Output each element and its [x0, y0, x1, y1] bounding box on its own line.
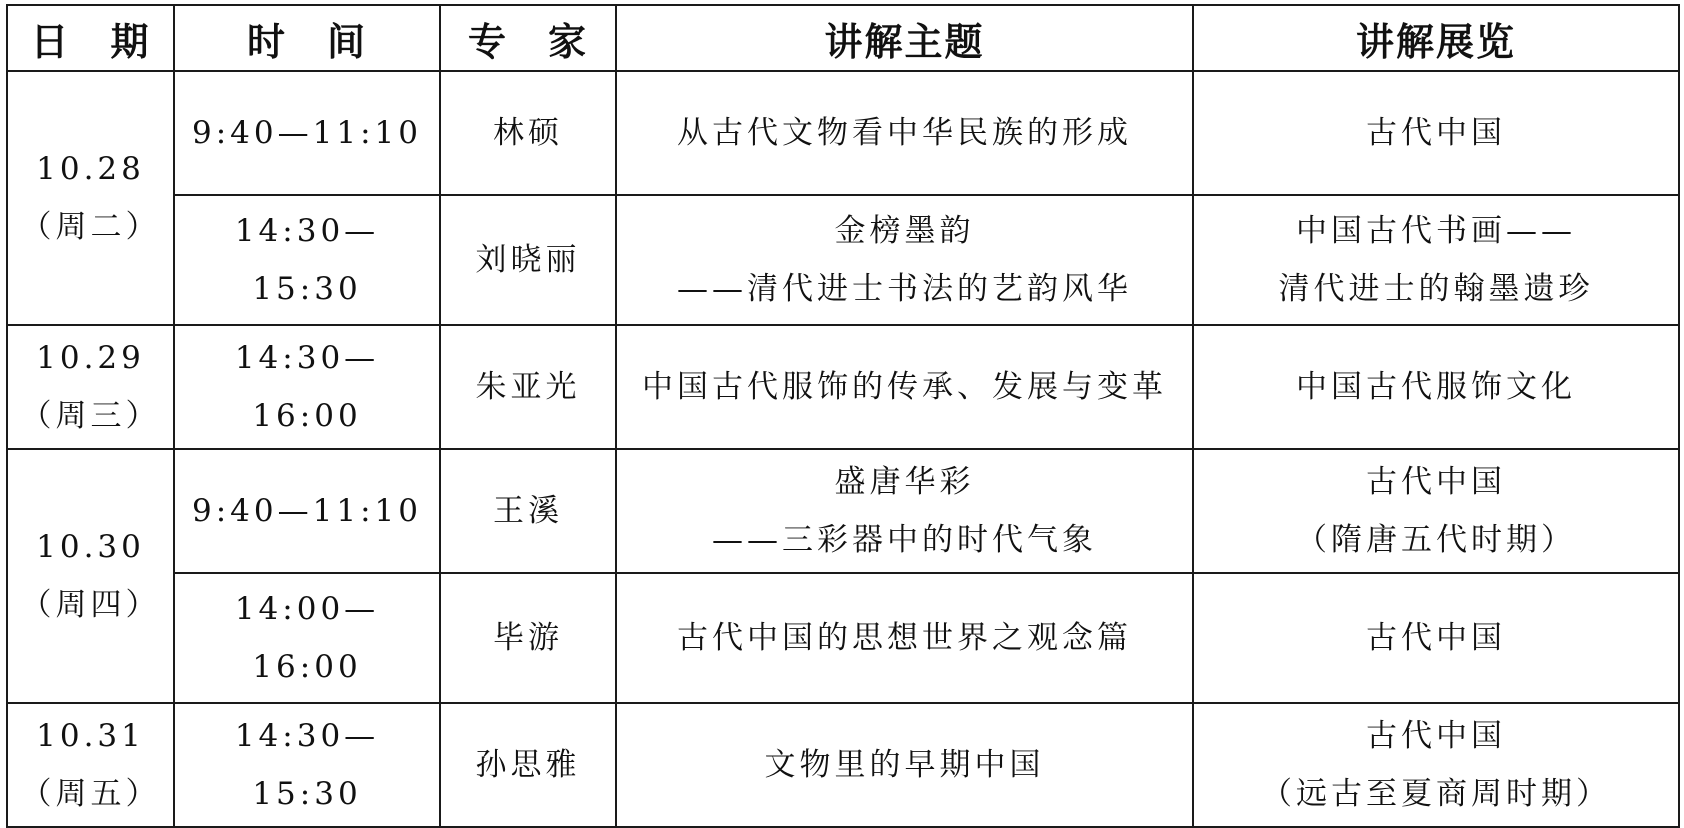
- topic-cell: [616, 195, 1193, 325]
- exhibition-cell: [1193, 449, 1679, 573]
- exhibition-line: 古代中国: [1366, 464, 1506, 500]
- header-exhibition: 讲解展览: [1193, 5, 1679, 71]
- exhibition-line: 中国古代服饰文化: [1296, 369, 1576, 405]
- topic-line: 从古代文物看中华民族的形成: [677, 115, 1132, 151]
- exhibition-line: 中国古代书画——: [1296, 213, 1576, 249]
- exhibition-subline: （远古至夏商周时期）: [1261, 776, 1611, 812]
- time-cell: 9:40—11:10: [174, 449, 440, 573]
- exhibition-cell: [1193, 195, 1679, 325]
- lecture-schedule-table: [6, 4, 1680, 828]
- table-row: [7, 195, 1679, 325]
- date-weekday: （周二）: [20, 209, 161, 245]
- topic-cell: [616, 325, 1193, 449]
- table-row: [7, 703, 1679, 827]
- exhibition-cell: [1193, 573, 1679, 703]
- topic-cell: [616, 449, 1193, 573]
- header-topic: 讲解主题: [616, 5, 1193, 71]
- table-row: [7, 325, 1679, 449]
- time-cell: 14:30—16:00: [174, 325, 440, 449]
- date-weekday: （周五）: [20, 776, 161, 812]
- exhibition-cell: [1193, 703, 1679, 827]
- time-cell: 14:30—15:30: [174, 195, 440, 325]
- expert-cell: 毕游: [440, 573, 616, 703]
- date-day: 10.31: [36, 718, 145, 754]
- date-day: 10.29: [36, 340, 145, 376]
- exhibition-line: 古代中国: [1366, 115, 1506, 151]
- expert-cell: 林硕: [440, 71, 616, 195]
- date-cell: [7, 71, 174, 325]
- date-day: 10.30: [36, 529, 145, 565]
- exhibition-cell: [1193, 71, 1679, 195]
- date-cell: [7, 703, 174, 827]
- exhibition-line: 古代中国: [1366, 620, 1506, 656]
- topic-line: 金榜墨韵: [834, 213, 975, 249]
- header-time: 时 间: [174, 5, 440, 71]
- header-date: 日 期: [7, 5, 174, 71]
- exhibition-subline: 清代进士的翰墨遗珍: [1278, 271, 1594, 307]
- topic-cell: [616, 703, 1193, 827]
- expert-cell: 王溪: [440, 449, 616, 573]
- date-weekday: （周四）: [20, 587, 161, 623]
- exhibition-cell: [1193, 325, 1679, 449]
- topic-line: 古代中国的思想世界之观念篇: [677, 620, 1132, 656]
- time-cell: 9:40—11:10: [174, 71, 440, 195]
- date-cell: [7, 325, 174, 449]
- topic-line: 盛唐华彩: [834, 464, 975, 500]
- exhibition-subline: （隋唐五代时期）: [1296, 522, 1576, 558]
- topic-cell: [616, 573, 1193, 703]
- expert-cell: 朱亚光: [440, 325, 616, 449]
- table-row: [7, 71, 1679, 195]
- exhibition-line: 古代中国: [1366, 718, 1506, 754]
- topic-subline: ——清代进士书法的艺韵风华: [677, 271, 1132, 307]
- topic-line: 中国古代服饰的传承、发展与变革: [642, 369, 1167, 405]
- header-expert: 专 家: [440, 5, 616, 71]
- date-weekday: （周三）: [20, 398, 161, 434]
- header-row: [7, 5, 1679, 71]
- date-cell: [7, 449, 174, 703]
- table-row: [7, 449, 1679, 573]
- expert-cell: 孙思雅: [440, 703, 616, 827]
- expert-cell: 刘晓丽: [440, 195, 616, 325]
- topic-line: 文物里的早期中国: [764, 747, 1045, 783]
- topic-cell: [616, 71, 1193, 195]
- table-row: [7, 573, 1679, 703]
- time-cell: 14:30—15:30: [174, 703, 440, 827]
- date-day: 10.28: [36, 151, 145, 187]
- topic-subline: ——三彩器中的时代气象: [712, 522, 1097, 558]
- time-cell: 14:00—16:00: [174, 573, 440, 703]
